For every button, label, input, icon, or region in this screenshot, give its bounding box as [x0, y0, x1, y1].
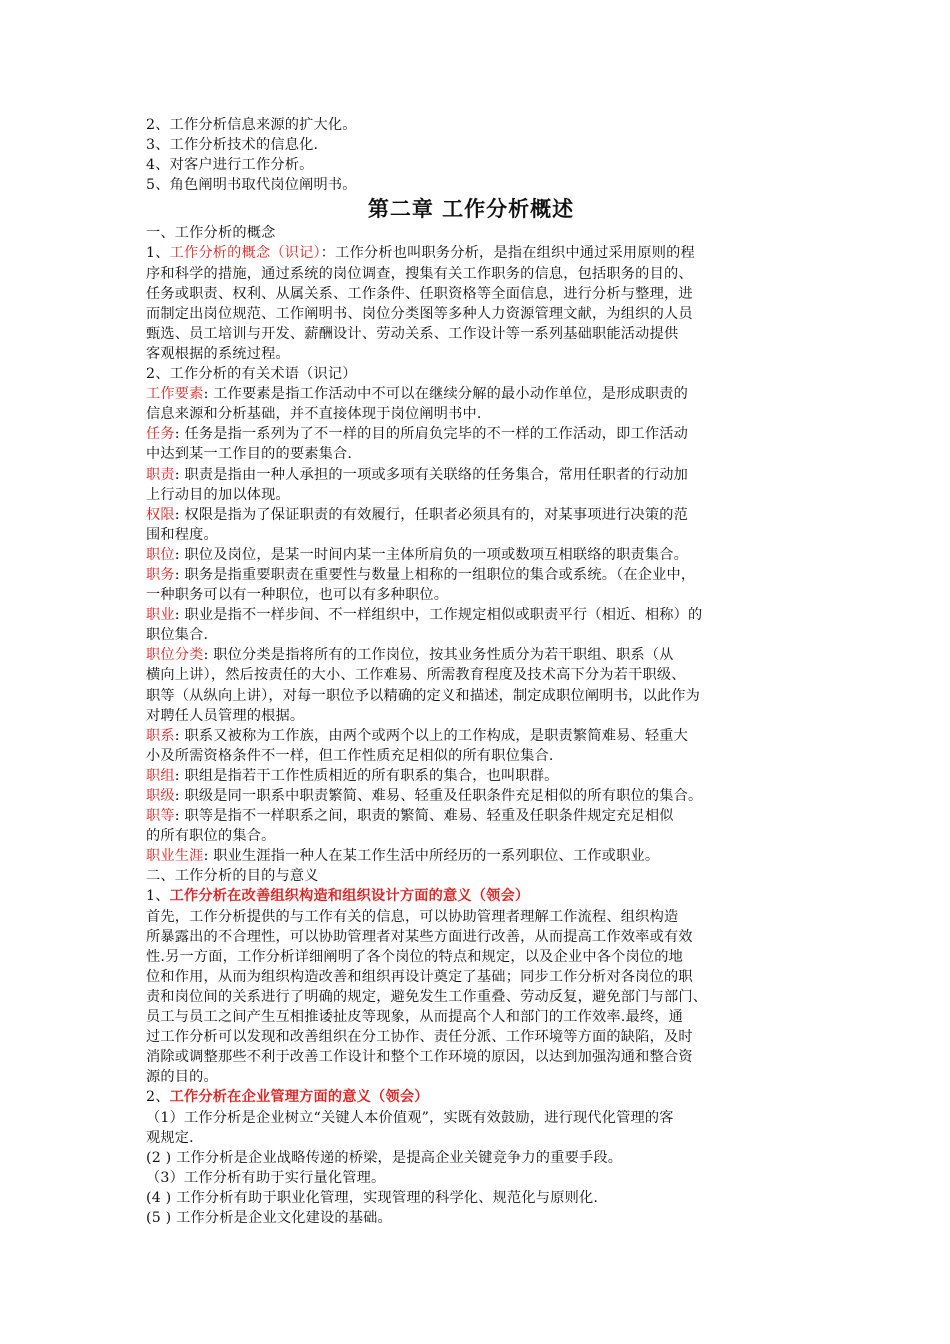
- term-text: : 职组是指若干工作性质相近的所有职系的集合，也叫职群。: [174, 767, 559, 784]
- term-name: 职业生涯: [146, 848, 204, 865]
- paragraph-line: 性.另一方面，工作分析详细阐明了各个岗位的特点和规定，以及企业中各个岗位的地: [146, 948, 684, 965]
- list-item: (4 ) 工作分析有助于职业化管理，实现管理的科学化、规范化与原则化.: [146, 1189, 599, 1206]
- term-definition: [146, 605, 816, 625]
- term-text: : 职务是指重要职责在重要性与数量上相称的一组职位的集合或系统。（在企业中，: [174, 566, 696, 583]
- subsection-title: [146, 886, 816, 906]
- term-text: : 职等是指不一样职系之间，职责的繁简、难易、轻重及任职条件规定充足相似: [174, 808, 674, 825]
- term-definition: [146, 846, 816, 866]
- section-heading: 一、工作分析的概念: [146, 225, 276, 242]
- term-name: 职级: [146, 788, 175, 804]
- terms-heading: 2、工作分析的有关术语（识记）: [146, 366, 357, 383]
- list-item: (2 ) 工作分析是企业战略传递的桥梁，是提高企业关键竞争力的重要手段。: [146, 1149, 623, 1166]
- paragraph-line: 员工与员工之间产生互相推诿扯皮等现象，从而提高个人和部门的工作效率.最终，通: [146, 1009, 684, 1026]
- section-heading: 二、工作分析的目的与意义: [146, 868, 319, 885]
- list-item: 3、工作分析技术的信息化.: [146, 137, 319, 154]
- paragraph-line: 源的目的。: [146, 1069, 218, 1086]
- term-continuation: 围和程度。: [146, 526, 218, 543]
- term-name: 任务: [146, 426, 175, 443]
- term-name: 工作要素: [146, 386, 204, 403]
- list-item: 5、角色阐明书取代岗位阐明书。: [146, 177, 357, 194]
- term-continuation: 一种职务可以有一种职位，也可以有多种职位。: [146, 587, 449, 604]
- term-text: : 职位及岗位，是某一时间内某一主体所肩负的一项或数项互相联络的职责集合。: [174, 546, 689, 563]
- concept-label: 工作分析的概念（识记）: [169, 245, 321, 262]
- term-continuation: 中达到某一工作目的的要素集合.: [146, 446, 353, 463]
- list-item: 2、工作分析信息来源的扩大化。: [146, 117, 357, 133]
- concept-line: 客观根据的系统过程。: [146, 345, 290, 362]
- term-text: : 职业是指不一样步间、不一样组织中，工作规定相似或职责平行（相近、相称）的: [174, 607, 703, 624]
- term-text: : 权限是指为了保证职责的有效履行，任职者必须具有的，对某事项进行决策的范: [174, 506, 689, 523]
- list-item: （3）工作分析有助于实行量化管理。: [146, 1169, 386, 1186]
- term-continuation: 信息来源和分析基础，并不直接体现于岗位阐明书中.: [146, 406, 482, 423]
- term-continuation: 对聘任人员管理的根据。: [146, 707, 305, 724]
- list-item: 4、对客户进行工作分析。: [146, 157, 314, 174]
- term-text: : 工作要素是指工作活动中不可以在继续分解的最小动作单位，是形成职责的: [203, 386, 689, 403]
- paragraph-line: 过工作分析可以发现和改善组织在分工协作、责任分派、工作环境等方面的缺陷，及时: [146, 1029, 693, 1046]
- paragraph-line: 位和作用，从而为组织构造改善和组织再设计奠定了基础；同步工作分析对各岗位的职: [146, 968, 693, 985]
- term-definition: [146, 465, 816, 485]
- term-definition: [146, 505, 816, 525]
- concept-line: 而制定出岗位规范、工作阐明书、岗位分类图等多种人力资源管理文献，为组织的人员: [146, 305, 693, 322]
- term-definition: [146, 766, 816, 786]
- term-definition: [146, 384, 816, 404]
- list-item: 观规定.: [146, 1129, 194, 1146]
- term-name: 职组: [146, 767, 175, 784]
- concept-line: 任务或职责、权利、从属关系、工作条件、任职资格等全面信息，进行分析与整理，进: [146, 285, 693, 302]
- list-item: （1）工作分析是企业树立“关键人本价值观”，实既有效鼓励，进行现代化管理的客: [146, 1109, 674, 1126]
- term-text: : 职责是指由一种人承担的一项或多项有关联络的任务集合，常用任职者的行动加: [174, 466, 689, 483]
- term-definition: [146, 545, 816, 565]
- term-continuation: 横向上讲），然后按责任的大小、工作难易、所需教育程度及技术高下分为若干职级、: [146, 667, 686, 684]
- list-item: (5 ) 工作分析是企业文化建设的基础。: [146, 1209, 392, 1226]
- term-text: : 职位分类是指将所有的工作岗位，按其业务性质分为若干职组、职系（从: [203, 647, 674, 664]
- term-continuation: 职等（从纵向上讲），对每一职位予以精确的定义和描述，制定成职位阐明书，以此作为: [146, 687, 701, 704]
- paragraph-line: 责和岗位间的关系进行了明确的规定，避免发生工作重叠、劳动反复，避免部门与部门、: [146, 988, 708, 1005]
- term-name: 职责: [146, 466, 175, 483]
- term-text: : 职系又被称为工作族，由两个或两个以上的工作构成，是职责繁简难易、轻重大: [174, 727, 689, 744]
- term-name: 职系: [146, 727, 175, 744]
- term-continuation: 的所有职位的集合。: [146, 828, 276, 845]
- subsection-prefix: 1、: [146, 888, 170, 905]
- term-definition: [146, 645, 816, 665]
- term-definition: [146, 786, 816, 806]
- term-text: : 职级是同一职系中职责繁简、难易、轻重及任职条件充足相似的所有职位的集合。: [174, 788, 703, 804]
- term-name: 职位: [146, 546, 175, 563]
- term-name: 职业: [146, 607, 175, 624]
- term-name: 职等: [146, 808, 175, 825]
- concept-line: 序和科学的措施，通过系统的岗位调查，搜集有关工作职务的信息，包括职务的目的、: [146, 265, 693, 282]
- document-page: [146, 115, 816, 1228]
- concept-prefix: 1、: [146, 245, 170, 262]
- paragraph-line: 所暴露出的不合理性，可以协助管理者对某些方面进行改善，从而提高工作效率或有效: [146, 928, 693, 945]
- chapter-title: 第二章 工作分析概述: [367, 196, 575, 222]
- term-name: 职位分类: [146, 647, 204, 664]
- term-definition: [146, 424, 816, 444]
- term-text: : 任务是指一系列为了不一样的目的所肩负完毕的不一样的工作活动，即工作活动: [174, 426, 689, 443]
- term-name: 职务: [146, 566, 175, 583]
- subsection-title-text: 工作分析在改善组织构造和组织设计方面的意义（领会）: [169, 888, 530, 905]
- term-definition: [146, 806, 816, 826]
- subsection-title: [146, 1087, 816, 1107]
- concept-line: ：工作分析也叫职务分析，是指在组织中通过采用原则的程: [320, 245, 695, 262]
- paragraph-line: 首先，工作分析提供的与工作有关的信息，可以协助管理者理解工作流程、组织构造: [146, 908, 679, 925]
- term-text: : 职业生涯指一种人在某工作生活中所经历的一系列职位、工作或职业。: [203, 848, 660, 865]
- terms-list: [146, 384, 816, 866]
- term-continuation: 职位集合.: [146, 627, 209, 644]
- term-definition: [146, 726, 816, 746]
- term-definition: [146, 565, 816, 585]
- term-continuation: 小及所需资格条件不一样，但工作性质充足相似的所有职位集合.: [146, 747, 554, 764]
- subsection-title-text: 工作分析在企业管理方面的意义（领会）: [169, 1089, 429, 1106]
- paragraph-line: 消除或调整那些不利于改善工作设计和整个工作环境的原因，以达到加强沟通和整合资: [146, 1049, 693, 1066]
- concept-line: 甄选、员工培训与开发、薪酬设计、劳动关系、工作设计等一系列基础职能活动提供: [146, 325, 679, 342]
- subsection-prefix: 2、: [146, 1089, 170, 1106]
- term-continuation: 上行动目的加以体现。: [146, 486, 290, 503]
- concept-paragraph-first-line: [146, 243, 816, 263]
- term-name: 权限: [146, 506, 175, 523]
